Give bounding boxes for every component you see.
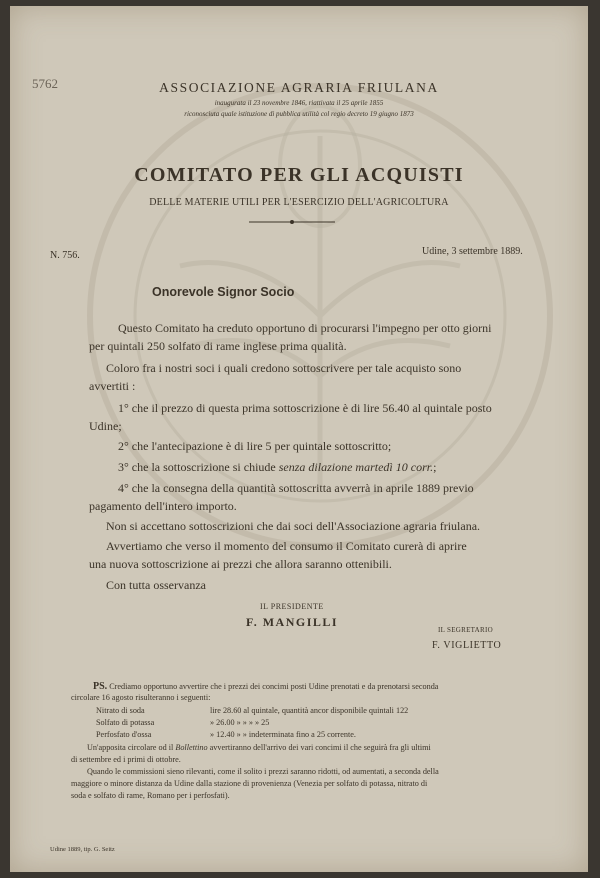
secretary-title: IL SEGRETARIO [438, 626, 493, 634]
ps-table-label: Solfato di potassa [96, 718, 155, 727]
list-item: 4° che la consegna della quantità sottoscritta avverrà in aprile 1889 previo [118, 481, 474, 495]
body-line: Questo Comitato ha creduto opportuno di procurarsi l'impegno per otto giorni [118, 321, 492, 335]
body-line: Avvertiamo che verso il momento del consumo il Comitato curerà di aprire [106, 539, 467, 553]
secretary-name: F. VIGLIETTO [432, 640, 502, 651]
list-item: 3° che la sottoscrizione si chiude senza dilazione martedì 10 corr.; [118, 460, 437, 474]
salutation: Onorevole Signor Socio [152, 285, 295, 299]
org-founded: inaugurata il 23 novembre 1846, riattivata il 25 aprile 1855 [214, 99, 384, 107]
list-item: pagamento dell'intero importo. [89, 499, 237, 513]
body-line: avvertiti : [89, 379, 136, 393]
ps-table-value: » 26.00 » » » » 25 [210, 718, 270, 727]
ps-table-label: Nitrato di soda [96, 706, 145, 715]
list-item: Udine; [89, 419, 122, 433]
body-line: una nuova sottoscrizione ai prezzi che allora saranno ottenibili. [89, 557, 392, 571]
ps-line: PS. Crediamo opportuno avvertire che i prezzi dei concimi posti Udine prenotati e da prenotarsi seconda [93, 681, 439, 692]
body-line: Non si accettano sottoscrizioni che dai soci dell'Associazione agraria friulana. [106, 519, 481, 533]
ps-line: soda e solfato di rame, Romano per i perfosfati). [71, 791, 230, 800]
org-recognized: riconosciuta quale istituzione di pubblica utilità col regio decreto 19 giugno 1873 [184, 110, 414, 118]
body-line: per quintali 250 solfato di rame inglese prima qualità. [89, 339, 347, 353]
ps-line: Un'apposita circolare od il Bollettino avvertiranno dell'arrivo dei vari concimi il che seguirà fra gli ultimi [87, 743, 431, 752]
ps-line: circolare 16 agosto risulteranno i seguenti: [71, 693, 211, 702]
archive-number: 5762 [32, 76, 58, 91]
ps-line: di settembre ed i primi di ottobre. [71, 755, 181, 764]
president-name: F. MANGILLI [246, 615, 339, 629]
ps-line: maggiore o minore distanza da Udine dalla stazione di provenienza (Venezia per solfato di potassa, nitrato di [71, 779, 428, 788]
page-title: COMITATO PER GLI ACQUISTI [134, 164, 464, 186]
body-line: Coloro fra i nostri soci i quali credono sottoscrivere per tale acquisto sono [106, 361, 462, 375]
letter-date: Udine, 3 settembre 1889. [422, 246, 523, 257]
document-sheet [10, 6, 588, 872]
ps-table-value: » 12.40 » » indeterminata fino a 25 corrente. [210, 730, 356, 739]
ps-table-label: Perfosfato d'ossa [96, 730, 152, 739]
printer-imprint: Udine 1889, tip. G. Seitz [50, 846, 115, 853]
president-title: IL PRESIDENTE [260, 602, 324, 611]
list-item: 2° che l'antecipazione è di lire 5 per quintale sottoscritto; [118, 439, 392, 453]
closing: Con tutta osservanza [106, 578, 206, 592]
reference-number: N. 756. [50, 250, 80, 261]
ps-line: Quando le commissioni sieno rilevanti, come il solito i prezzi saranno ridotti, od aumentati, a seconda della [87, 767, 439, 776]
org-name: ASSOCIAZIONE AGRARIA FRIULANA [159, 80, 439, 95]
ps-table-value: lire 28.60 al quintale, quantità ancor disponibile quintali 122 [210, 706, 409, 715]
list-item: 1° che il prezzo di questa prima sottoscrizione è di lire 56.40 al quintale posto [118, 401, 492, 415]
page-subtitle: DELLE MATERIE UTILI PER L'ESERCIZIO DELL'AGRICOLTURA [149, 197, 449, 208]
title-ornament [247, 218, 337, 226]
